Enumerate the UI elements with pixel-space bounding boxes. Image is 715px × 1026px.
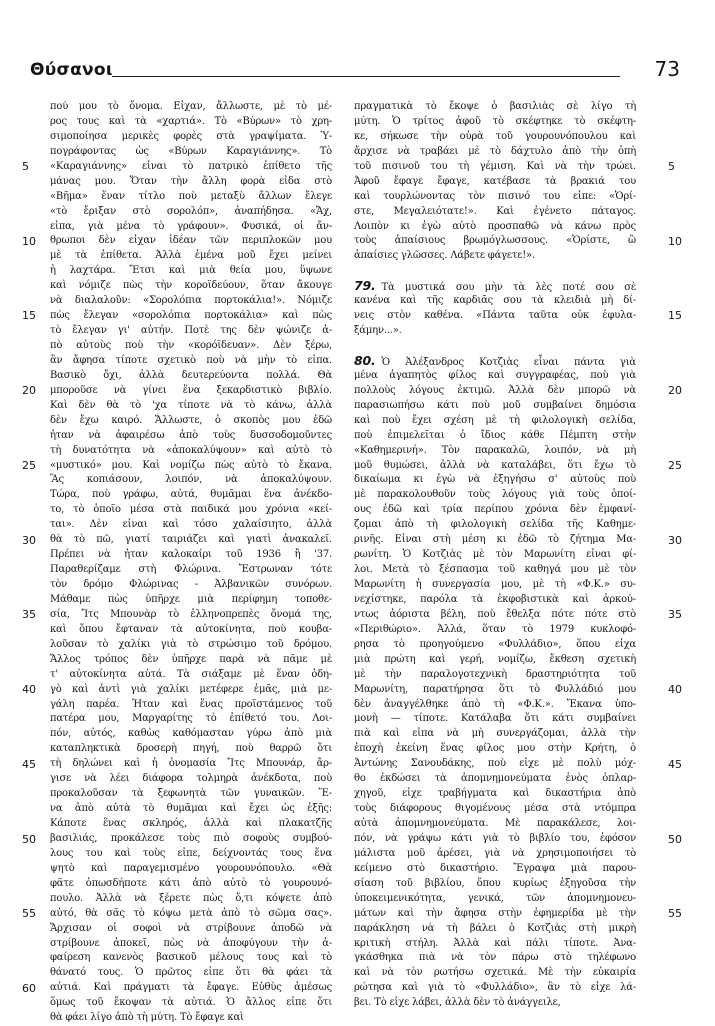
text-line <box>354 563 636 578</box>
line-number: 20 <box>22 384 36 398</box>
line-text: μένα ἀγαπητὸς φίλος καὶ συγγραφέας, ποὺ γιὰ <box>354 369 636 381</box>
text-line: βασιλιάς, προκάλεσε τοὺς πιὸ σοφοὺς συμβού- <box>50 832 332 844</box>
text-line: Τώρα, ποὺ γράφω, αὐτά, θυμᾶμαι ἕνα ἀνέκδο- <box>50 489 332 501</box>
text-line <box>354 892 636 907</box>
section-number: 79. <box>354 279 376 294</box>
text-line <box>354 384 636 399</box>
text-line: τ' αὐτοκίνητα αὐτά. Τὰ σιάξαμε μὲ ἕναν ὁδη- <box>50 668 332 680</box>
text-line: ρος τους καὶ τὰ «χαρτιά». Τὸ «Βύρων» τὸ χρη- <box>50 115 332 127</box>
line-text: μιὰ πρώτη καὶ γερή, νομίζω, ἔκθεση σχετικὴ <box>354 653 636 665</box>
text-line <box>354 578 636 593</box>
line-text: ποὺ ἐπιμελεῖται ὁ ἴδιος κάθε Πέμπτη στὴν <box>354 429 636 441</box>
line-number: 40 <box>22 683 36 697</box>
line-number: 20 <box>668 384 682 398</box>
text-line: πουλο. Ἀλλὰ νὰ ξέρετε πὼς ὅ,τι κόψετε ἀπὸ <box>50 892 332 904</box>
section-number: 80. <box>354 353 376 368</box>
line-text: γκάσθηκα πιὰ νὰ τὸν πάρω στὸ τηλέφωνο <box>354 952 636 964</box>
text-line: θὰ φάει λίγο ἀπὸ τὴ μύτη. Τὸ ἔφαγε καὶ <box>50 1012 244 1024</box>
text-line: αὐτιά. Καὶ πράγματι τὰ ἔφαγε. Εὐθὺς ἀμέσως <box>50 982 332 994</box>
text-line: δὲν ἔχω καιρό. Ἄλλωστε, ὁ σκοπὸς μου ἐδῶ <box>50 414 332 426</box>
text-line <box>354 503 636 518</box>
line-text: μονὴ — τίποτε. Κατάλαβα ὅτι κάτι συμβαίνει <box>354 713 636 725</box>
text-line: τὴ δυνατότητα νὰ «ἀποκαλύψουν» καὶ αὐτὸ τὸ <box>50 444 332 456</box>
text-line: ἀπαίσιες γλῶσσες. Λάβετε φάγετε!». <box>354 250 535 262</box>
text-line: μποροῦσε νὰ γίνει ἕνα ξεκαρδιστικὸ βιβλίο. <box>50 384 332 396</box>
text-line: τοῦ πισινοῦ του τὴ γέμιση. Καὶ νὰ τὴν τρώει. <box>354 160 636 172</box>
text-line <box>354 862 636 877</box>
text-line <box>354 593 636 608</box>
text-line <box>354 369 636 384</box>
text-line: καὶ τουρλώνοντας τὸν πισινό του εἶπε: «Ὁρί- <box>354 190 636 202</box>
text-line: στε, Μεγαλειότατε!». Καὶ ἐγένετο πάταγος. <box>354 205 636 217</box>
text-line <box>354 951 636 966</box>
text-line: μάνας μου. Ὅταν τὴν ἄλλη φορὰ εἶδα στὸ <box>50 175 332 187</box>
header-rule <box>112 76 620 77</box>
line-number: 40 <box>668 683 682 697</box>
text-line: θὰ τὸ πῶ, γιατί ταιριάζει καὶ γιατὶ ἀνακαλεῖ. <box>50 534 332 546</box>
line-text: κανένα καὶ τῆς καρδιᾶς σου τὰ κλειδιὰ μὴ δί- <box>354 295 636 307</box>
paragraph-gap <box>354 339 636 354</box>
text-line <box>354 459 636 474</box>
text-line <box>354 877 636 892</box>
text-line <box>354 712 636 727</box>
text-line <box>354 787 636 802</box>
text-line: μύτη. Ὁ τρίτος ἀφοῦ τὸ σκέφτηκε τὸ σκέφτη- <box>354 115 636 127</box>
text-line: σία, Ἴτς Μπουνὰρ τὸ ἑλληνοπρεπὲς ὄνομά της, <box>50 608 332 620</box>
line-number: 10 <box>668 234 682 248</box>
line-text: κείμενο στὸ δικαστήριο. Ἔγραψα μιὰ παρου- <box>354 862 636 874</box>
text-line: «μυστικό» μου. Καὶ νομίζω πὼς αὐτὸ τὸ ἔκανα. <box>50 459 332 471</box>
line-number: 35 <box>668 608 682 622</box>
text-line <box>354 518 636 533</box>
line-number: 35 <box>22 608 36 622</box>
line-number: 55 <box>22 907 36 921</box>
line-text: δικαίωμα κι ἐγὼ νὰ ἐξηγήσω σ' αὐτοὺς ποὺ <box>354 474 636 486</box>
line-text: ζομαι ἀπὸ τὴ φιλολογικὴ σελίδα τῆς Καθημε- <box>354 519 636 531</box>
line-number: 5 <box>668 159 675 173</box>
line-number: 50 <box>22 832 36 846</box>
line-text: σίαση τοῦ βιβλίου, ὅπου κυρίως ἐξηγοῦσα τὴν <box>354 877 636 889</box>
text-line <box>354 473 636 488</box>
line-number: 15 <box>22 309 36 323</box>
line-text: «Περιθώριο». Ἀλλά, ὅταν τὸ 1979 κυκλοφό- <box>354 623 636 635</box>
line-text: ους ἐδῶ καὶ τρία περίπου χρόνια δὲν ἐμφανί- <box>354 504 636 516</box>
text-line <box>354 772 636 787</box>
text-line: να ἀπὸ αὐτὰ τὸ θυμᾶμαι καὶ ἔχει ὡς ἑξῆς: <box>50 803 332 815</box>
line-text: νεχίστηκε, παρόλα τὰ ἐκφοβιστικὰ καὶ ἀρκού- <box>354 593 636 605</box>
text-line <box>354 533 636 548</box>
line-text: χηγοῦ, εἶχε τραβήγματα καὶ δικαστήρια ἀπὸ <box>354 788 636 800</box>
text-line <box>354 279 636 294</box>
text-line <box>354 727 636 742</box>
line-text: καὶ ποὺ ἔχει σχέση μὲ τὴ φιλολογικὴ σελίδα, <box>354 414 636 426</box>
text-line: καὶ νόμιζε πὼς τὴν κοροϊδεύουν, ὅταν ἄκουγε <box>50 280 332 292</box>
text-line: φαίρεση κανενὸς βασικοῦ μέλους τους καὶ τὸ <box>50 952 332 964</box>
line-text: θο ἐκδώσει τὰ ἀπομνημονεύματα ἑνὸς ὁπλαρ- <box>354 773 636 785</box>
text-line <box>354 937 636 952</box>
text-line <box>354 399 636 414</box>
line-text: δὲν ἀναγγέλθηκε ἀπὸ τὴ «Φ.Κ.». Ἔκανα ὑπο- <box>354 698 636 710</box>
line-number: 30 <box>22 533 36 547</box>
line-number: 10 <box>22 234 36 248</box>
text-line: Βασικὸ ὄχι, ἀλλὰ δευτερεύοντα πολλά. Θὰ <box>50 369 332 381</box>
line-number: 25 <box>22 458 36 472</box>
line-text: παράκληση νὰ τὴ βάλει ὁ Κοτζιὰς στὴ μικρὴ <box>354 922 636 934</box>
line-number: 55 <box>668 907 682 921</box>
line-text: νεις στὸν καθένα. «Πάντα ταῦτα οὐκ ἐφυλα- <box>354 310 636 322</box>
line-text: Μαρωνίτη, παρατήρησα ὅτι τὸ Φυλλάδιό μου <box>354 683 636 695</box>
text-line <box>354 309 636 324</box>
text-line: ἡ λαχτάρα. Ἔτσι καὶ μιὰ θεία μου, ὕψωνε <box>50 265 332 277</box>
line-text: πολλοὺς λόγους ἐκτιμῶ. Ἀλλὰ δὲν μπορῶ νὰ <box>354 384 636 396</box>
text-line: πατέρα μου, Μαργαρίτης τὸ ἐπίθετό του. Λοι- <box>50 713 332 725</box>
text-line: Ἄρχισαν οἱ σοφοὶ νὰ στρίβουνε ἀποδῶ νὰ <box>50 922 332 934</box>
line-text: ρησα τὸ προηγούμενο «Φυλλάδιο», ὅπου εἶχα <box>354 638 636 650</box>
line-text: μάτων καὶ τὴν ἄφησα στὴν ἐφημερίδα μὲ τὴν <box>354 907 636 919</box>
line-number: 25 <box>668 458 682 472</box>
text-line: ὅμως τοῦ ἔκοψαν τὰ αὐτιά. Ὁ ἄλλος εἶπε ὅτι <box>50 997 332 1009</box>
line-text: ἐποχὴ ἐκείνη ἕνας φίλος μου στὴν Κρήτη, ὁ <box>354 743 636 755</box>
line-text: ρινῆς. Εἶναι στὴ μέση κι ἐδῶ τὸ ζήτημα Μα- <box>354 534 636 546</box>
line-number: 60 <box>22 982 36 996</box>
line-number: 45 <box>22 757 36 771</box>
page-header <box>30 57 680 90</box>
line-text: μάλιστα μοῦ ἀρέσει, γιὰ νὰ χρησιμοποιήσει τὸ <box>354 847 636 859</box>
text-line: Ἂς κοπιάσουν, λοιπόν, νὰ ἀποκαλύψουν. <box>50 474 332 486</box>
paragraph-gap <box>354 264 636 279</box>
text-line: στρίβουνε ἀποκεῖ, πὼς νὰ ἀποφύγουν τὴν ἀ- <box>50 937 332 949</box>
text-line: θάνατό τους. Ὁ πρῶτος εἶπε ὅτι θὰ φάει τὰ <box>50 967 332 979</box>
line-text: μὲ παρακολουθοῦν τοὺς λόγους γιὰ τοὺς ὁποί- <box>354 489 636 501</box>
text-line <box>354 832 636 847</box>
text-line: Ἄλλος τρόπος δὲν ὑπῆρχε παρὰ νὰ πᾶμε μὲ <box>50 653 332 665</box>
text-line: μὲ τὰ ἐπίθετα. Ἀλλὰ ἐμένα μοῦ ἔχει μείνει <box>50 250 332 262</box>
text-line <box>354 488 636 503</box>
text-line: τὸ ἔλεγαν γι' αὐτήν. Ποτὲ της δὲν ψώνιζε ἀ- <box>50 325 332 337</box>
text-line: Κάποτε ἕνας σκληρός, ἀλλὰ καὶ πλακατζῆς <box>50 818 332 829</box>
text-line: πού μου τὸ ὄνομα. Εἶχαν, ἄλλωστε, μὲ τὸ μέ- <box>50 101 332 112</box>
text-line: καὶ ὅπου ἔφταναν τὰ αὐτοκίνητα, ποὺ κουβα- <box>50 623 332 635</box>
text-line: γισε νὰ λέει διάφορα τολμηρὰ ἀνέκδοτα, ποὺ <box>50 773 332 785</box>
text-line <box>354 608 636 623</box>
text-line: Πρέπει νὰ ἦταν καλοκαίρι τοῦ 1936 ἢ '37. <box>50 549 332 561</box>
line-text: ρωνίτη. Ὁ Κοτζιὰς μὲ τὸν Μαρωνίτη εἶναι φί- <box>354 549 636 561</box>
text-line: ἦταν νὰ ἀφαιρέσω ἀπὸ τοὺς δυσσοδομοῦντες <box>50 429 332 441</box>
text-line: Καὶ δὲν θὰ τὸ 'χα τίποτε νὰ τὸ κάνω, ἀλλὰ <box>50 399 332 411</box>
line-number: 30 <box>668 533 682 547</box>
line-text: ὑποκειμενικότητα, γενικά, τῶν ἀπομνημονευ- <box>354 892 636 904</box>
text-line <box>354 429 636 444</box>
text-line: πὸ αὐτοὺς ποὺ τὴν «κορόϊδευαν». Δὲν ξέρω, <box>50 340 332 351</box>
line-number: 50 <box>668 832 682 846</box>
text-line <box>354 847 636 862</box>
text-line: Ἀφοῦ ἔφαγε ἔφαγε, κατέβασε τὰ βρακιά του <box>354 175 636 187</box>
line-text: Ὁ Ἀλέξανδρος Κοτζιὰς εἶναι πάντα γιὰ <box>381 356 636 368</box>
text-line <box>354 294 636 309</box>
line-text: αὐτὰ ἀπομνημονεύματα. Μὲ παρακάλεσε, λοι- <box>354 818 636 829</box>
left-column <box>50 100 332 1026</box>
text-line: πραγματικὰ τὸ ἔκοψε ὁ βασιλιὰς σὲ λίγο τὴ <box>354 101 636 112</box>
line-text: μοῦ θυμώσει, ἀλλὰ νὰ καταλάβει, ὅτι ἔχω τὸ <box>354 459 636 471</box>
text-line: καταπληκτικὰ δροσερὴ πηγή, ποὺ θαρρῶ ὅτι <box>50 743 332 755</box>
text-line <box>354 683 636 698</box>
text-line: σιμοποίησα μερικὲς φορὲς στὰ γραψίματα. Ὑ- <box>50 130 332 142</box>
line-text: τοὺς διάφορους θιγομένους μέσα στὰ ντόμπρα <box>354 803 636 815</box>
line-number: 15 <box>668 309 682 323</box>
text-line: το, τὸ ὁποῖο μέσα στὰ παιδικά μου χρόνια «κεί- <box>50 504 332 516</box>
line-text: παρασιωπήσω κάτι ποὺ μοῦ συμβαίνει δημόσια <box>354 399 636 411</box>
text-line <box>354 817 636 832</box>
line-text: πιὰ καὶ εἶπα νὰ μὴ συνεργάζομαι, ἀλλὰ τὴν <box>354 728 636 740</box>
text-line <box>354 981 636 996</box>
text-line: πόν, αὐτός, καθὼς καθόμασταν γύρω ἀπὸ μιὰ <box>50 728 332 740</box>
text-line <box>354 966 636 981</box>
text-line <box>354 698 636 713</box>
text-line: «Βῆμα» ἕναν τίτλο ποὺ μεταξὺ ἄλλων ἔλεγε <box>50 190 332 202</box>
text-line: πὼς ἔλεγαν «σορολόπια πορτοκάλια» καὶ πὼς <box>50 310 332 322</box>
text-line: εἶπα, γιὰ μένα τὸ γράφουν». Φυσικά, οἱ ἄν- <box>50 220 332 232</box>
text-line: θρωποι δὲν εἶχαν ἰδέαν τῶν περιπλοκῶν μου <box>50 235 332 247</box>
line-text: πόν, νὰ γράψω κάτι γιὰ τὸ βιβλίο του, ἐφόσον <box>354 832 636 844</box>
text-line: «Καραγιάννης» εἶναι τὸ πατρικὸ ἐπίθετο τῆς <box>50 160 332 172</box>
line-text: κριτικὴ στήλη. Ἀλλὰ καὶ πάλι τίποτε. Ἀνα- <box>354 937 636 949</box>
text-line: τὴ δηλώνει καὶ ἡ ὀνομασία Ἴτς Μπουνάρ, ἄρ- <box>50 758 332 770</box>
line-text: καὶ νὰ τὸν ρωτήσω σχετικά. Μὲ τὴν εὐκαιρία <box>354 967 636 979</box>
text-line: «τὸ ἔριξαν στὸ σορολόπ», ἀναπήδησα. «Ἄχ, <box>50 205 332 217</box>
text-line <box>354 444 636 459</box>
line-text: ντως ἀόριστα βέλη, ποὺ ἔθελξα πότε πότε στὸ <box>354 608 636 620</box>
text-line: Παραθερίζαμε στὴ Φλώρινα. Ἔστρωναν τότε <box>50 564 332 576</box>
text-line: τὸν δρόμο Φλώρινας - Ἀλβανικῶν συνόρων. <box>50 579 332 590</box>
text-line: Μάθαμε πὼς ὑπῆρχε μιὰ περίφημη τοποθε- <box>50 593 332 605</box>
text-line: ται». Δὲν εἶναι καὶ τόσο χαλαίσιητο, ἀλλὰ <box>50 519 332 531</box>
text-line <box>354 922 636 937</box>
text-line <box>354 668 636 683</box>
text-line: γὸ καὶ ἀντὶ γιὰ χαλίκι μετέφερε ἐμᾶς, μιὰ με- <box>50 683 332 695</box>
line-text: Τὰ μυστικά σου μὴν τὰ λὲς ποτέ σου σὲ <box>381 282 636 294</box>
line-number: 45 <box>668 757 682 771</box>
running-title: Θύσανοι <box>30 60 113 80</box>
text-line: κε, σήκωσε τὴν οὐρὰ τοῦ γουρουνόπουλου καὶ <box>354 130 636 142</box>
line-text: ξάμην...». <box>354 325 402 337</box>
text-line: γάλη παρέα. Ἦταν καὶ ἕνας προϊστάμενος τοῦ <box>50 698 332 710</box>
line-text: μὲ τὴν παραλογοτεχνικὴ δραστηριότητα τοῦ <box>354 668 636 680</box>
text-line <box>354 548 636 563</box>
text-line: νὰ διαλαλοῦν: «Σορολόπια πορτοκάλια!». Νόμιζε <box>50 295 332 307</box>
text-line <box>354 757 636 772</box>
line-text: βει. Τὸ εἶχε λάβει, ἀλλὰ δὲν τὸ ἀνάγγειλε, <box>354 997 561 1009</box>
text-line: ἄρχισε νὰ τραβάει μὲ τὸ δάχτυλο ἀπὸ τὴν ὀπὴ <box>354 145 636 157</box>
text-line: προκαλοῦσαν τὰ ξεφωνητὰ τῶν γυναικῶν. Ἕ- <box>50 788 332 800</box>
page-number: 73 <box>654 57 680 81</box>
text-line: πογράφοντας ὡς «Βύρων Καραγιάννης». Τὸ <box>50 145 332 157</box>
text-line: τοὺς ἀπαίσιους βρωμόγλωσσους. «Ὁρίστε, ὢ <box>354 235 636 247</box>
text-line <box>354 653 636 668</box>
text-line <box>354 996 636 1011</box>
text-line: Λοιπὸν κι ἐγὼ αὐτὸ προσπαθῶ νὰ κάνω πρὸς <box>354 220 636 232</box>
text-line <box>354 324 636 339</box>
line-text: ρώτησα καὶ γιὰ τὸ «Φυλλάδιο», ἂν τὸ εἶχε λά- <box>354 982 636 994</box>
text-line <box>354 638 636 653</box>
line-text: λοι. Μετὰ τὸ ξέσπασμα τοῦ καθηγά μου μὲ τὸν <box>354 564 636 576</box>
line-number: 5 <box>22 159 29 173</box>
line-text: Ἀντώνης Σανουδάκης, ποὺ εἶχε μὲ πολὺ μόχ- <box>354 758 636 770</box>
text-line <box>354 354 636 369</box>
text-line <box>354 623 636 638</box>
right-column <box>354 100 636 1011</box>
text-line: αὐτό, θὰ σᾶς τὸ κόψω μετὰ ἀπὸ τὸ σῶμα σας». <box>50 907 332 919</box>
text-line <box>354 907 636 922</box>
line-text: Μαρωνίτη ἡ συνεργασία μου, μὲ τὴ «Φ.Κ.» συ- <box>354 579 636 590</box>
text-line: λοῦσαν τὸ χαλίκι γιὰ τὸ στρώσιμο τοῦ δρόμου. <box>50 638 332 650</box>
text-line: φᾶτε ὁπωσδήποτε κάτι ἀπὸ αὐτὸ τὸ γουρουνό- <box>50 877 332 889</box>
text-line <box>354 742 636 757</box>
text-line <box>354 414 636 429</box>
text-line: λους του καὶ τοὺς εἶπε, δείχνοντάς τους ἕνα <box>50 847 332 859</box>
line-text: «Καθημερινή». Τὸν παρακαλῶ, λοιπόν, νὰ μὴ <box>354 444 636 456</box>
text-line: ἂν ἄφησα τίποτε σχετικὸ ποὺ νὰ μὴν τὸ εἶπα. <box>50 354 332 366</box>
text-line: ψητὸ καὶ παραγεμισμένο γουρουνόπουλο. «Θὰ <box>50 862 332 874</box>
text-line <box>354 802 636 817</box>
